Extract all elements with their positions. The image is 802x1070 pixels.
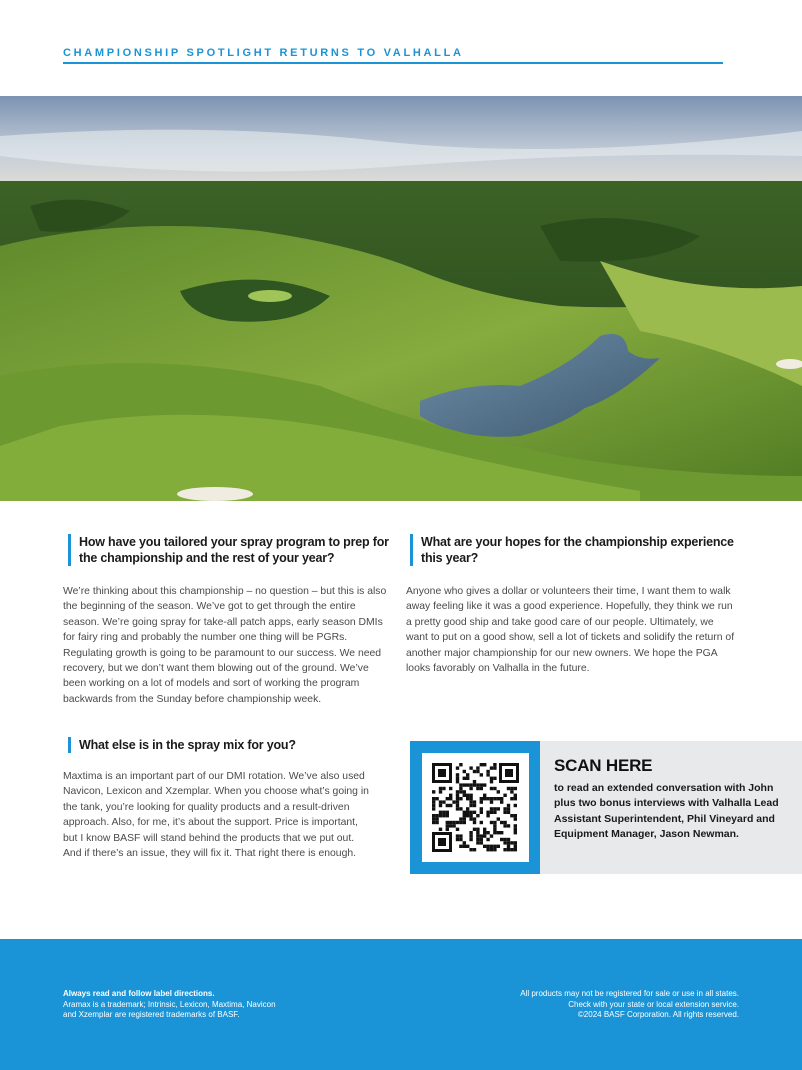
answer-championship-hopes: Anyone who gives a dollar or volunteers their time, I want them to walk away feeling like it was a good experience. Hopefully, they think we run a pretty good ship and take good care of our people. Ultimately, we want to put on a good show, sell a lot of tickets and solidify the return of another major championship for our new owners. We hope the PGA looks favorably on Valhalla in the future. bbox=[406, 586, 735, 675]
question-spray-mix: What else is in the spray mix for you? bbox=[68, 737, 399, 753]
question-championship-hopes: What are your hopes for the championship experience this year? bbox=[410, 534, 741, 566]
footer-legal-right bbox=[409, 989, 739, 1021]
answer-spray-program: We’re thinking about this championship – no question – but this is also the beginning of the season. We’ve got to get through the entire season. We’re going spray for take-all patch apps, early season DMIs for fairy ring and probably the number one thing will be PGRs. Regulating growth is going to be paramount to our success. We need recovery, but we don’t want them blowing out of the ground. We’ve been working on a lot of models and sort of working the program backwards from the Sunday before championship week. bbox=[63, 586, 387, 705]
label-directions: Always read and follow label directions. bbox=[63, 989, 215, 998]
answer-spray-mix: Maxtima is an important part of our DMI rotation. We’ve also used Navicon, Lexicon and Xzemplar. When you choose what’s going in the tank, you’re looking for quality products and a result-driven approach. Also, for me, it’s about the support. Price is important, but I know BASF will stand behind the products that we put out. And if there’s an issue, they will fix it. That right there is enough. bbox=[63, 771, 369, 860]
scan-here-box bbox=[410, 741, 802, 874]
question-spray-program: How have you tailored your spray program to prep for the championship and the rest of your year? bbox=[68, 534, 399, 566]
extension-notice: Check with your state or local extension service. bbox=[568, 999, 739, 1009]
copyright: ©2024 BASF Corporation. All rights reserved. bbox=[577, 1010, 739, 1019]
hero-photo bbox=[0, 96, 802, 501]
header-title: CHAMPIONSHIP SPOTLIGHT RETURNS TO VALHALLA bbox=[63, 47, 464, 59]
trademark-line-2: and Xzemplar are registered trademarks of BASF. bbox=[63, 1010, 240, 1019]
header-rule bbox=[63, 62, 723, 64]
trademark-line-1: Aramax is a trademark; Intrinsic, Lexicon, Maxtima, Navicon bbox=[63, 999, 276, 1009]
footer-legal-left bbox=[63, 989, 363, 1021]
registration-notice: All products may not be registered for sale or use in all states. bbox=[520, 989, 739, 998]
qr-code[interactable] bbox=[422, 753, 529, 862]
scan-text: to read an extended conversation with John plus two bonus interviews with Valhalla Lead Assistant Superintendent, Phil Vineyard and Equipment Manager, Jason Newman. bbox=[554, 782, 779, 841]
footer bbox=[0, 939, 802, 1070]
qr-frame bbox=[410, 741, 540, 874]
scan-title: SCAN HERE bbox=[554, 756, 653, 775]
